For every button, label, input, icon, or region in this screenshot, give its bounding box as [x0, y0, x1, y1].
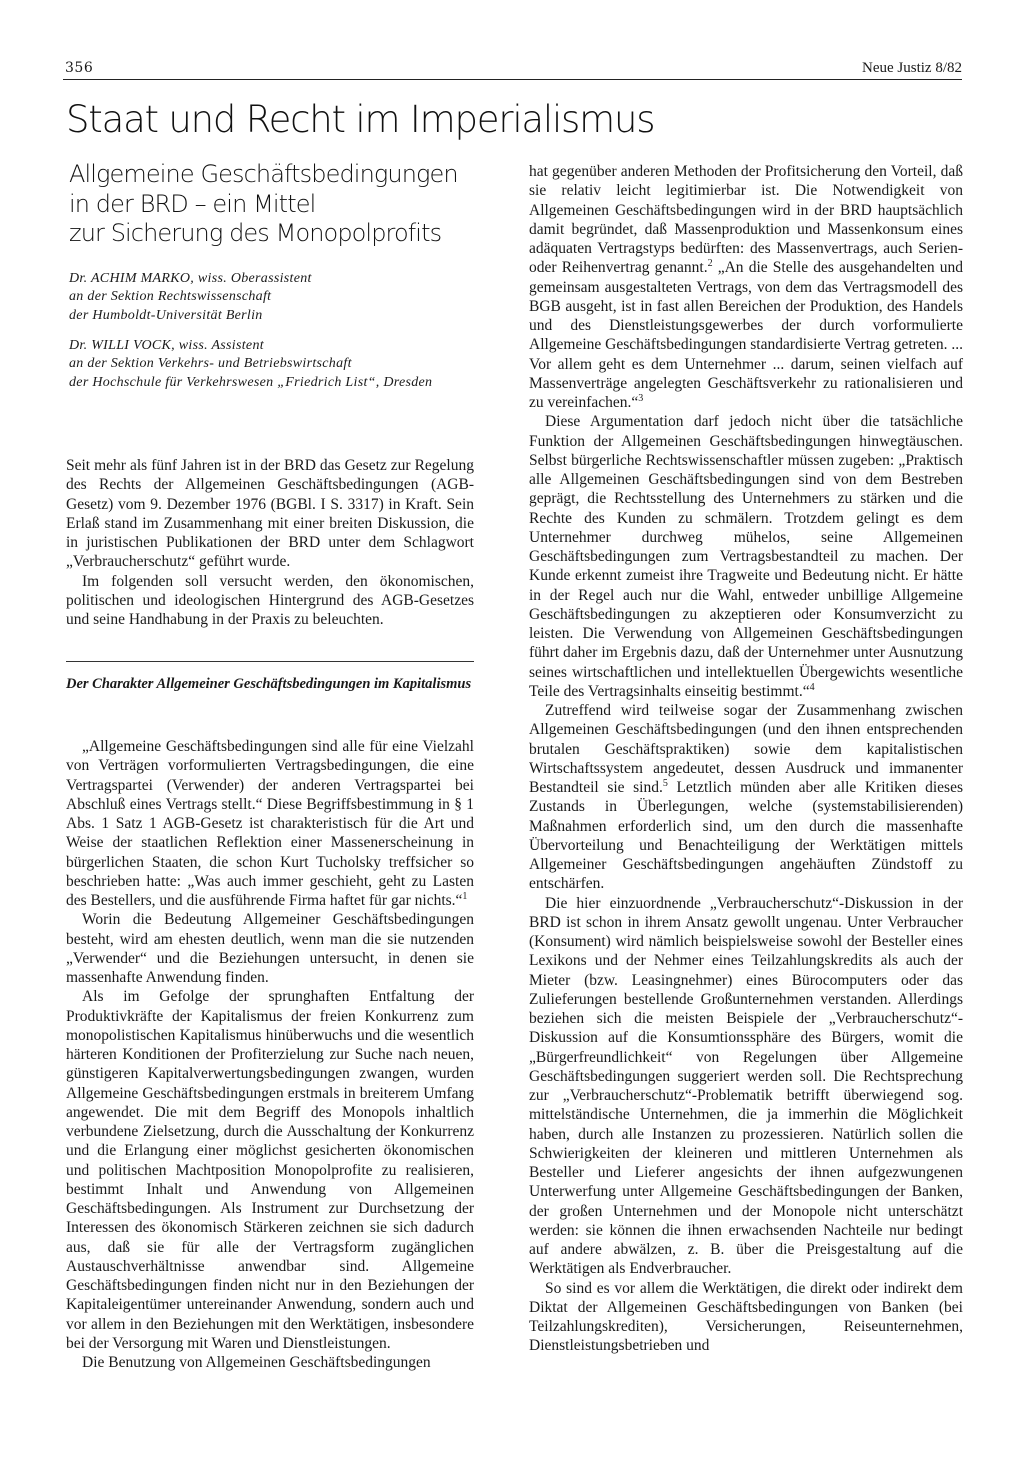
author-block-vock — [69, 337, 509, 392]
subheading: Der Charakter Allgemeiner Geschäftsbedingungen im Kapitalismus — [66, 676, 472, 692]
page-number: 356 — [65, 60, 94, 76]
author-line: Dr. WILLI VOCK, wiss. Assistent — [69, 338, 264, 353]
left-column-body — [66, 737, 474, 1372]
footnote-ref: 4 — [809, 681, 815, 693]
author-line: der Hochschule für Verkehrswesen „Friedrich List“, Dresden — [69, 374, 433, 390]
paragraph: Worin die Bedeutung Allgemeiner Geschäftsbedingungen besteht, wird am ehesten deutlich, wenn man die sie nutzenden „Verwender“ und die Beziehungen untersucht, in denen sie massenhafte Anwendung finden. — [66, 911, 474, 986]
header-rule — [63, 79, 962, 80]
journal-issue: Neue Justiz 8/82 — [862, 60, 962, 76]
subheading-rule — [66, 661, 474, 662]
footnote-ref: 3 — [638, 392, 644, 404]
article-title-line: Allgemeine Geschäftsbedingungen — [69, 160, 458, 188]
paragraph: hat gegenüber anderen Methoden der Profitsicherung den Vorteil, daß sie relativ leicht legitimierbar ist. Die Notwendigkeit von Allgemeinen Geschäftsbedingungen wird in der BRD hauptsächlich damit begründet, daß Massenproduktion und Massenkonsum eines adäquaten Vertragstyps bedürften: des Massenvertrags, auch Serien- oder Reihenvertrag genannt.$^2$ „An die Stelle des ausgehandelten und gemeinsam ausgestalteten Vertrags, von dem das Vertragsmodell des BGB ausgeht, ist in fast allen Bereichen der Produktion, des Handels und des Dienstleistungsgewerbes der durch vorformulierte Allgemeine Geschäftsbedingungen standardisierte Vertrag getreten. ... Vor allem geht es dem Unternehmer ... darum, seinen vielfach auf Massenverträge angelegten Geschäftsverkehr zu rationalisieren und zu vereinfachen.“$^3$ — [529, 163, 963, 411]
right-column-body — [529, 162, 963, 1356]
paragraph: Seit mehr als fünf Jahren ist in der BRD das Gesetz zur Regelung des Rechts der Allgemeinen Geschäftsbedingungen (AGB-Gesetz) vom 9. Dezember 1976 (BGBl. I S. 3317) in Kraft. Sein Erlaß stand im Zusammenhang mit einer breiten Diskussion, die in juristischen Publikationen der BRD unter dem Schlagwort „Verbraucherschutz“ geführt wurde. — [66, 457, 474, 571]
footnote-ref: 1 — [462, 890, 468, 902]
author-line: Dr. ACHIM MARKO, wiss. Oberassistent — [69, 271, 312, 286]
footnote-ref: 2 — [707, 258, 713, 270]
author-line: an der Sektion Rechtswissenschaft — [69, 289, 272, 305]
paragraph: Die hier einzuordnende „Verbraucherschutz“-Diskussion in der BRD ist schon in ihrem Ansatz gewollt ungenau. Unter Verbraucher (Konsument) wird nämlich beispielsweise sowohl der Besteller eines Lexikons und der Nehmer eines Teilzahlungskredits als auch der Mieter (bzw. Leasingnehmer) eines Bürocomputers oder das Zulieferungen bestellende Großunternehmen verstanden. Allerdings beziehen sich die meisten Beispiele der „Verbraucherschutz“-Diskussion auf die Konsumtionssphäre des Bürgers, womit die „Bürgerfreundlichkeit“ von Regelungen über Allgemeine Geschäftsbedingungen suggeriert werden soll. Die Rechtsprechung zur „Verbraucherschutz“-Problematik betrifft überwiegend sog. mittelständische Unternehmen, die ja immerhin die Möglichkeit haben, durch alle Instanzen zu prozessieren. Natürlich sollen die Schwierigkeiten der kleineren und mittleren Unternehmen als Besteller und Lieferer angesichts der ihnen aufgezwungenen Unterwerfung unter Allgemeine Geschäftsbedingungen der Banken, der großen Unternehmen und der Monopole nicht unterschätzt werden: sie können die ihnen erwachsenden Nachteile nur bedingt auf andere abwälzen, z. B. über die Preisgestaltung auf die Werktätigen als Endverbraucher. — [529, 894, 963, 1278]
article-title-line: in der BRD – ein Mittel — [69, 189, 316, 218]
author-line: an der Sektion Verkehrs- und Betriebswirtschaft — [69, 356, 352, 372]
paragraph: So sind es vor allem die Werktätigen, die direkt oder indirekt dem Diktat der Allgemeinen Geschäftsbedingungen von Banken (bei Teilzahlungskrediten), Versicherungen, Reiseunternehmen, Dienstleistungsbetrieben und — [529, 1279, 963, 1355]
article-title — [69, 160, 509, 249]
paragraph: „Allgemeine Geschäftsbedingungen sind alle für eine Vielzahl von Verträgen vorformulierten Vertragsbedingungen, die eine Vertragspartei (Verwender) der anderen Vertragspartei bei Abschluß eines Vertrags stellt.“ Diese Begriffsbestimmung in § 1 Abs. 1 Satz 1 AGB-Gesetz ist charakteristisch für die Art und Weise der staatlichen Reflektion einer Massenerscheinung in bürgerlichen Staaten, die schon Kurt Tucholsky treffsicher so beschrieben hatte: „Was auch immer geschieht, geht zu Lasten des Bestellers, und die ausführende Firma haftet für gar nichts.“$^1$ — [66, 738, 474, 909]
article-title-line: zur Sicherung des Monopolprofits — [69, 219, 442, 247]
intro-text — [66, 456, 474, 629]
author-line: der Humboldt-Universität Berlin — [69, 307, 263, 323]
author-block-marko — [69, 270, 509, 325]
paragraph: Als im Gefolge der sprunghaften Entfaltung der Produktivkräfte der Kapitalismus der freien Konkurrenz zum monopolistischen Kapitalismus hinüberwuchs und die wesentlich härteren Konditionen der Profiterzielung zur Suche nach neuen, günstigeren Kapitalverwertungsbedingungen zwangen, wurden Allgemeine Geschäftsbedingungen erstmals in breiterem Umfang angewendet. Die mit dem Begriff des Monopols inhaltlich verbundene Zielsetzung, durch die Ausschaltung der Konkurrenz und die Erlangung einer möglichst gesicherten ökonomischen und politischen Machtposition Monopolprofite zu realisieren, bestimmt Inhalt und Anwendung von Allgemeinen Geschäftsbedingungen. Als Instrument zur Durchsetzung der Interessen des ökonomisch Stärkeren zeichnen sie sich dadurch aus, daß sie für alle der Vertragsform zugänglichen Austauschverhältnisse anwendbar sind. Allgemeine Geschäftsbedingungen finden nicht nur in den Beziehungen der Kapitaleigentümer untereinander Anwendung, sondern auch und vor allem in den Beziehungen mit den Werktätigen, insbesondere bei der Versorgung mit Waren und Dienstleistungen. — [66, 988, 474, 1352]
paragraph: Die Benutzung von Allgemeinen Geschäftsbedingungen — [82, 1354, 431, 1371]
paragraph: Zutreffend wird teilweise sogar der Zusammenhang zwischen Allgemeinen Geschäftsbedingungen (und den ihnen entsprechenden brutalen Geschäftspraktiken) sowie dem kapitalistischen Wirtschaftssystem angedeutet, dessen Ausdruck und immanenter Bestandteil sie sind.$^5$ Letztlich münden aber alle Kritiken dieses Zustands in Überlegungen, welche (systemstabilisierenden) Maßnahmen erforderlich sind, um den durch die massenhafte Übervorteilung und Benachteiligung der Werktätigen mittels Allgemeiner Geschäftsbedingungen angehäuften Zündstoff zu entschärfen. — [529, 702, 963, 893]
section-title: Staat und Recht im Imperialismus — [66, 98, 655, 141]
paragraph: Diese Argumentation darf jedoch nicht über die tatsächliche Funktion der Allgemeinen Geschäftsbedingungen hinwegtäuschen. Selbst bürgerliche Rechtswissenschaftler müssen zugeben: „Praktisch alle Allgemeinen Geschäftsbedingungen sind von dem Bestreben geprägt, die Rechtsstellung des Unternehmers zu stärken und die Rechte des Kunden zu schmälern. Trotzdem gelingt es dem Unternehmer durchweg mühelos, seine Allgemeinen Geschäftsbedingungen zum Vertragsbestandteil zu machen. Der Kunde erkennt zumeist ihre Tragweite und Bedeutung nicht. Er hätte in der Regel auch nur die Wahl, entweder unbillige Allgemeine Geschäftsbedingungen zu akzeptieren oder Konsumverzicht zu leisten. Die Verwendung von Allgemeinen Geschäftsbedingungen führt daher im Ergebnis dazu, daß der Unternehmer unter Ausnutzung seines wirtschaftlichen und intellektuellen Übergewichts wesentliche Teile des Vertragsinhalts einseitig bestimmt.“$^4$ — [529, 413, 963, 700]
paragraph: Im folgenden soll versucht werden, den ökonomischen, politischen und ideologischen Hintergrund des AGB-Gesetzes und seine Handhabung in der Praxis zu beleuchten. — [66, 572, 474, 628]
footnote-ref: 5 — [662, 777, 668, 789]
